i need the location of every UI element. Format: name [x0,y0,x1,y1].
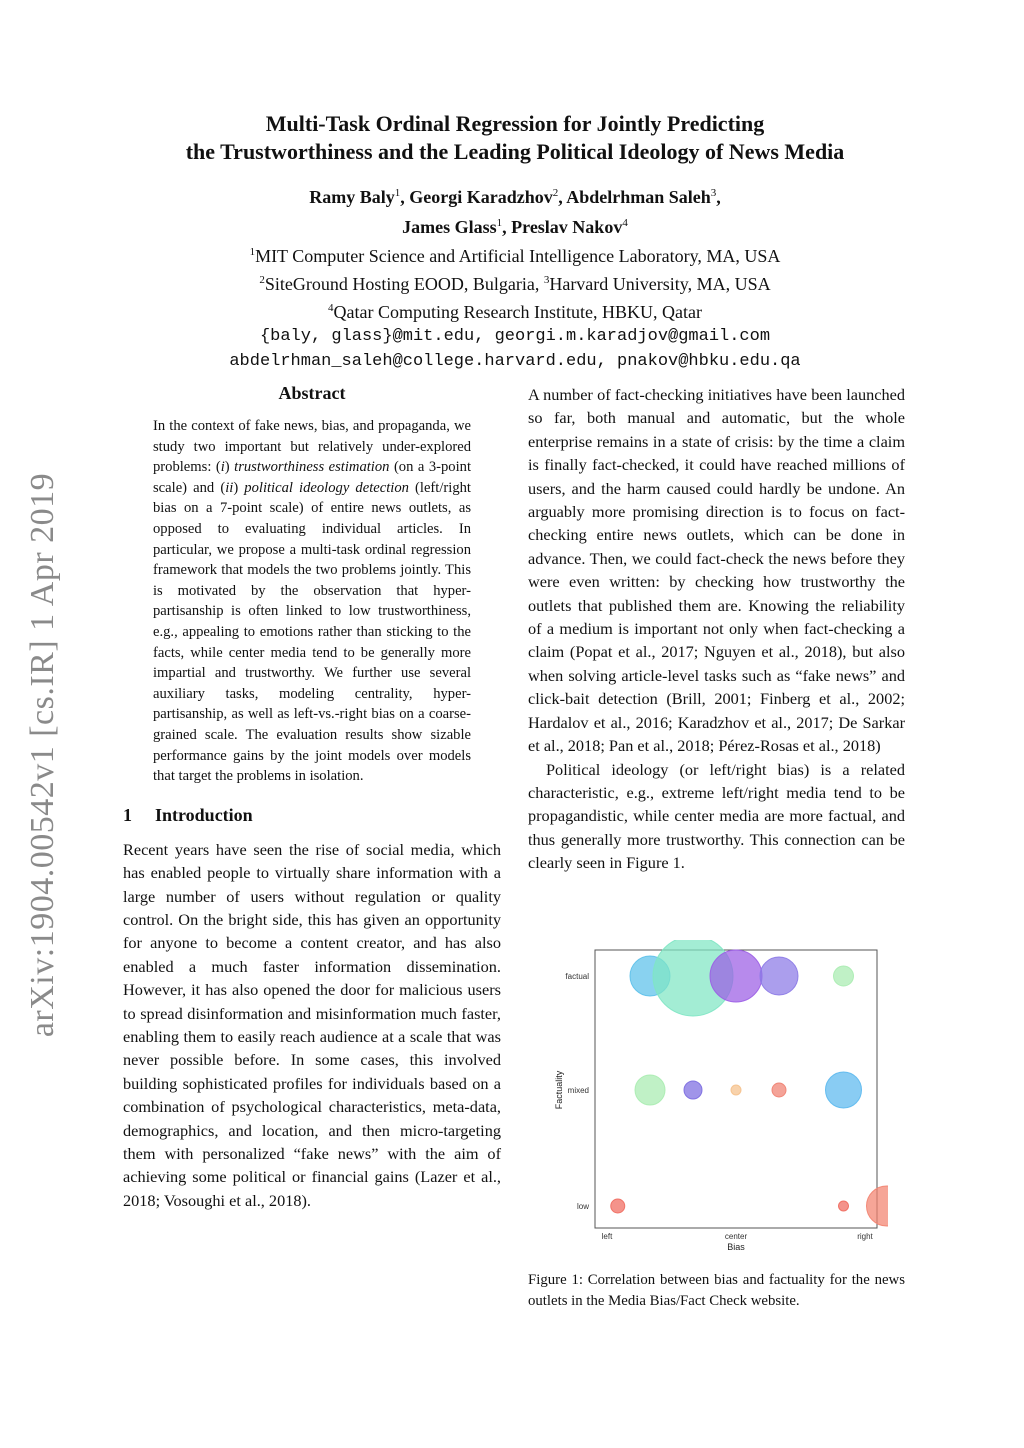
email-line-1: {baly, glass}@mit.edu, georgi.m.karadjov@gmail.com [259,327,771,346]
x-tick-label: right [857,1232,873,1241]
x-tick-label: left [601,1232,613,1241]
bubble-factual [760,957,798,995]
section-heading-introduction [123,805,501,826]
affil-mark: 3 [543,274,550,286]
bubble-mixed [826,1072,862,1108]
abstract-term-trustworthiness: trustworthiness estimation [234,459,390,476]
section-title: Introduction [155,804,253,825]
author-affil-mark: 2 [552,187,559,199]
x-tick-layer [602,1232,874,1241]
figure-1 [548,940,888,1260]
affiliations [100,240,930,324]
right-paragraph-2: Political ideology (or left/right bias) is a related characteristic, e.g., extreme left/right media tend to be propagandistic, while center media are more factual, and thus generally more trustworthy. This connection can be clearly seen in Figure 1. [528,759,905,873]
affiliation-line-1 [100,240,930,268]
bias-factuality-chart [548,940,888,1260]
figure-caption: Figure 1: Correlation between bias and factuality for the news outlets in the Media Bias/Fact Check website. [528,1272,905,1309]
bubble-mixed [772,1083,786,1097]
right-paragraph-1: A number of fact-checking initiatives have been launched so far, both manual and automatic, but the whole enterprise remains in a state of crisis: by the time a claim is finally fact-checked, it could have reached millions of users, and the harm caused could hardly be undone. An arguably more promising direction is to focus on fact-checking entire news outlets, which can be done in advance. Then, we could fact-check the news before they were even written: by checking how trustworthy the outlets that published them are. Knowing the reliability of a medium is important not only when fact-checking a claim (Popat et al., 2017; Nguyen et al., 2018), but also when solving article-level tasks such as “fake news” and click-bait detection (Brill, 2001; Finberg et al., 2002; Hardalov et al., 2016; Karadzhov et al., 2017; De Sarkar et al., 2018; Pan et al., 2018; Pérez-Rosas et al., 2018) [528,385,905,756]
bubble-mixed [635,1075,665,1105]
title-line-1: Multi-Task Ordinal Regression for Jointly Predicting [265,111,765,136]
affil-mark: 1 [249,246,256,258]
abstract-term-ideology: political ideology detection [244,479,409,496]
abstract-text [153,416,471,787]
author-separator: , [400,187,410,207]
abstract-segment: (left/right bias on a 7-point scale) of entire news outlets, as opposed to evaluating individual articles. In particular, we propose a multi-task ordinal regression framework that models the two problems jointly. This is motivated by the observation that hyper-partisanship is often linked to low trustworthiness, e.g., appealing to emotions rather than sticking to the facts, while center media tend to be generally more impartial and trustworthy. We further use several auxiliary tasks, modeling centrality, hyper-partisanship, as well as left-vs.-right bias on a coarse-grained scale. The evaluation results show sizable performance gains by the joint models over models that target the problems in isolation. [153,479,471,785]
paper-header [100,110,930,374]
y-tick-label: factual [565,972,589,981]
affil-mark: 2 [259,274,265,286]
intro-paragraph-1: Recent years have seen the rise of social media, which has enabled people to virtually share information with a large number of users without regulation or quality control. On the bright side, this has given an opportunity for anyone to become a content creator, and has also enabled a much faster information dissemination. However, it has also opened the door for malicious users to spread disinformation and misinformation much faster, enabling them to easily reach audience at a scale that was never possible before. In some cases, this involved building sophisticated profiles for individuals based on a combination of psychological characteristics, meta-data, demographics, and location, and then micro-targeting them with personalized “fake news” with the aim of achieving some political or financial gains (Lazer et al., 2018; Vosoughi et al., 2018). [123,839,501,1210]
author-separator: , [502,217,512,237]
author-affil-mark: 3 [710,187,717,199]
abstract-enum-i: i [220,459,225,476]
affiliation-line-2 [100,268,930,296]
y-axis-label: Factuality [554,1070,564,1110]
author-name: Preslav Nakov [511,217,623,237]
author-separator: , [558,187,567,207]
author-name: James Glass [402,217,497,237]
author-affil-mark: 1 [496,217,503,229]
author-separator: , [716,187,721,207]
section-number: 1 [123,804,132,825]
affiliation-text: Harvard University, MA, USA [549,274,771,294]
x-axis-label: Bias [727,1242,745,1252]
authors-line-2 [100,210,930,240]
title-line-2: the Trustworthiness and the Leading Political Ideology of News Media [185,139,845,164]
bubble-mixed [684,1081,702,1099]
abstract-segment: In the context of fake news, bias, and propaganda, we study two important but relatively under-explored problems: ( [153,418,471,476]
abstract-segment: ) [233,479,245,496]
bubble-low [839,1201,849,1211]
author-name: Abdelrhman Saleh [566,187,711,207]
affiliation-text: MIT Computer Science and Artificial Intelligence Laboratory, MA, USA [255,246,781,266]
y-tick-layer [565,972,589,1211]
bubble-low [611,1199,625,1213]
abstract-heading: Abstract [278,383,346,403]
arxiv-sidebar [18,470,68,1040]
bubble-factual [834,966,854,986]
y-tick-label: mixed [567,1086,589,1095]
bubble-factual [710,950,762,1002]
author-name: Ramy Baly [309,187,395,207]
affiliation-text: Qatar Computing Research Institute, HBKU, Qatar [333,302,702,322]
abstract-segment: (on a 3-point scale) and ( [153,459,471,496]
left-column [123,383,501,1212]
affiliation-line-3 [100,296,930,324]
affil-mark: 4 [328,302,334,314]
author-list [100,180,930,240]
authors-line-1 [100,180,930,210]
arxiv-identifier: arXiv:1904.00542v1 [cs.IR] 1 Apr 2019 [24,472,61,1038]
author-name: Georgi Karadzhov [409,187,553,207]
abstract-enum-ii: ii [225,479,234,496]
paper-title [100,110,930,166]
abstract-segment: ) [224,459,235,476]
x-tick-label: center [724,1232,748,1241]
right-column [528,383,905,875]
affiliation-text: SiteGround Hosting EOOD, Bulgaria, [264,274,544,294]
author-affil-mark: 1 [394,187,401,199]
email-line-2: abdelrhman_saleh@college.harvard.edu, pnakov@hbku.edu.qa [229,352,801,371]
bubble-mixed [731,1085,741,1095]
author-affil-mark: 4 [622,217,628,229]
y-tick-label: low [576,1202,589,1211]
